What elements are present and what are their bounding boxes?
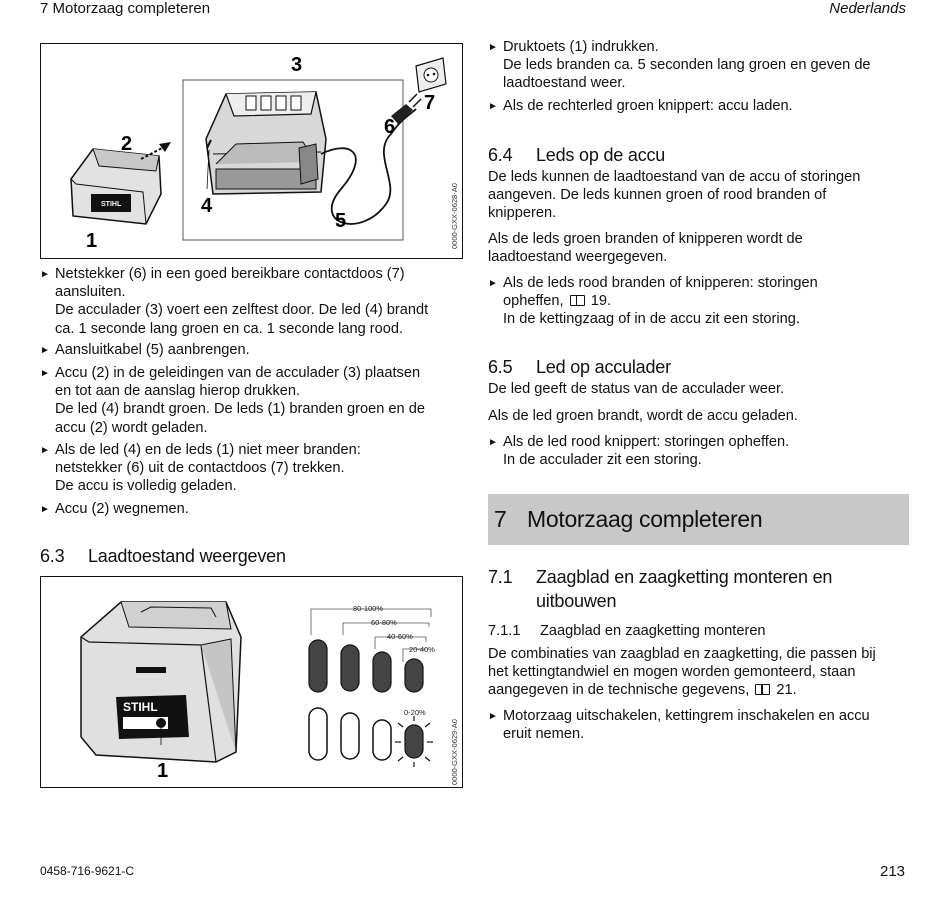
section-title-continued: uitbouwen [536,591,617,611]
led-lit-1 [309,640,327,692]
list-item-text: aansluiten. [55,284,126,301]
paragraph-line: De leds kunnen de laadtoestand van de accu of storingen [488,169,861,185]
bullet-arrow-icon: ► [40,368,50,379]
list-item-text: De led (4) brandt groen. De leds (1) branden groen en de [55,401,425,418]
list-item-text: Accu (2) in de geleidingen van de acculader (3) plaatsen [55,365,421,381]
list-item-text: In de kettingzaag of in de accu zit een storing. [503,311,800,328]
charger-setup-illustration [41,44,464,260]
list-item-text: Motorzaag uitschakelen, kettingrem inschakelen en accu [503,708,870,724]
led-off-3 [373,720,391,760]
book-reference-icon [755,684,770,695]
list-item-text: laadtoestand weer. [503,75,626,92]
list-item [488,38,913,93]
level-label-80-100: 80-100% [353,604,384,613]
subsection-heading-7-1-1 [488,623,766,639]
paragraph [488,230,913,266]
callout-1: 1 [157,760,169,782]
section-heading-7-1 [488,565,832,613]
section-title: Led op acculader [536,357,671,377]
battery-brand-logo: STIHL [101,201,122,208]
list-item-text: netstekker (6) uit de contactdoos (7) trekken. [55,460,345,477]
battery-brand-logo: STIHL [123,700,158,714]
paragraph-line [488,681,913,699]
led-lit-3 [373,652,391,692]
led-off-1 [309,708,327,760]
list-item-text: en tot aan de aanslag hierop drukken. [55,383,301,400]
list-item-text: De accu is volledig geladen. [55,478,237,495]
callout-6: 6 [384,116,396,138]
list-item [488,97,913,115]
list-item-text: Als de rechterled groen knippert: accu laden. [503,98,793,114]
list-item [40,500,465,518]
page-reference[interactable]: 19. [590,293,612,310]
list-item [40,441,465,496]
page-number: 213 [880,863,906,880]
figure-code: 0000-GXX-0628-A0 [450,183,459,249]
figure-charger-setup [40,43,463,259]
list-item [40,265,465,338]
paragraph-line-part: aangegeven in de technische gegevens, [488,682,750,699]
section-title: Laadtoestand weergeven [88,546,286,566]
paragraph-line: laadtoestand weergegeven. [488,249,668,266]
bullet-arrow-icon: ► [488,42,498,53]
section-number: 6.4 [488,145,513,165]
bullet-arrow-icon: ► [488,278,498,289]
bullet-arrow-icon: ► [40,345,50,356]
paragraph: Als de led groen brandt, wordt de accu geladen. [488,408,798,424]
chapter-number: 7 [494,506,507,532]
list-item-text: ca. 1 seconde lang groen en ca. 1 seconde lang rood. [55,320,404,337]
charge-state-illustration [41,577,464,789]
figure-code: 0000-GXX-0629-A0 [450,719,459,785]
list-item [488,274,913,329]
paragraph-line: knipperen. [488,205,557,222]
level-label-0-20: 0-20% [404,708,426,717]
callout-7: 7 [424,92,436,114]
list-item-text: Netstekker (6) in een goed bereikbare contactdoos (7) [55,266,405,282]
list-item [488,707,913,743]
section-title: Zaagblad en zaagketting monteren en [536,567,833,587]
section-title: Leds op de accu [536,145,666,165]
paragraph-line: De combinaties van zaagblad en zaagketting, die passen bij [488,646,876,662]
document-code: 0458-716-9621-C [40,864,135,878]
section-heading-6-3 [40,546,286,567]
list-item-text: Als de leds rood branden of knipperen: storingen [503,275,818,291]
list-item-text: Aansluitkabel (5) aanbrengen. [55,342,250,358]
chapter-banner [488,494,909,545]
callout-1: 1 [86,230,98,252]
paragraph-line: Als de leds groen branden of knipperen wordt de [488,231,803,247]
section-number: 6.3 [40,546,65,566]
bullet-arrow-icon: ► [488,711,498,722]
bullet-arrow-icon: ► [488,437,498,448]
list-item-text: Accu (2) wegnemen. [55,501,189,517]
list-item-text: accu (2) wordt geladen. [55,419,208,436]
section-number: 7.1 [488,567,513,587]
list-item-text: In de acculader zit een storing. [503,452,702,469]
callout-3: 3 [291,54,303,76]
figure-charge-state [40,576,463,788]
list-item [40,341,465,359]
bullet-arrow-icon: ► [40,504,50,515]
page-reference[interactable]: 21. [776,682,797,699]
paragraph [488,645,913,700]
list-item-text: Druktoets (1) indrukken. [503,39,659,55]
bullet-arrow-icon: ► [488,101,498,112]
paragraph: De led geeft de status van de acculader weer. [488,381,785,397]
led-blinking [405,725,423,758]
running-header-chapter: 7 Motorzaag completeren [40,0,211,17]
list-item-text: Als de led rood knippert: storingen opheffen. [503,434,790,450]
list-item [40,364,465,437]
paragraph [488,168,913,223]
level-label-20-40: 20-40% [409,645,435,654]
bullet-arrow-icon: ► [40,269,50,280]
section-number: 7.1.1 [488,623,521,639]
section-title: Zaagblad en zaagketting monteren [540,623,766,639]
section-heading-6-5 [488,357,671,378]
running-header-language: Nederlands [829,0,906,17]
callout-2: 2 [121,133,133,155]
section-heading-6-4 [488,145,665,166]
callout-5: 5 [335,210,347,232]
paragraph-line: aangeven. De leds kunnen groen of rood branden of [488,187,827,204]
paragraph-line: het kettingtandwiel en mogen worden gemonteerd, staan [488,664,856,681]
callout-4: 4 [201,195,213,217]
level-label-60-80: 60-80% [371,618,397,627]
list-item-text: De leds branden ca. 5 seconden lang groen en geven de [503,57,871,74]
book-reference-icon [570,295,585,306]
list-item [488,433,913,469]
led-off-2 [341,713,359,759]
level-label-40-60: 40-60% [387,632,413,641]
led-lit-4 [405,659,423,692]
list-item-text: Als de led (4) en de leds (1) niet meer branden: [55,442,361,458]
chapter-title: Motorzaag completeren [527,506,763,532]
list-item-text: eruit nemen. [503,726,585,743]
led-lit-2 [341,645,359,691]
list-item-text [488,292,913,310]
list-item-text-part: opheffen, [503,293,564,310]
bullet-arrow-icon: ► [40,445,50,456]
section-number: 6.5 [488,357,513,377]
list-item-text: De acculader (3) voert een zelftest door. De led (4) brandt [55,302,429,319]
